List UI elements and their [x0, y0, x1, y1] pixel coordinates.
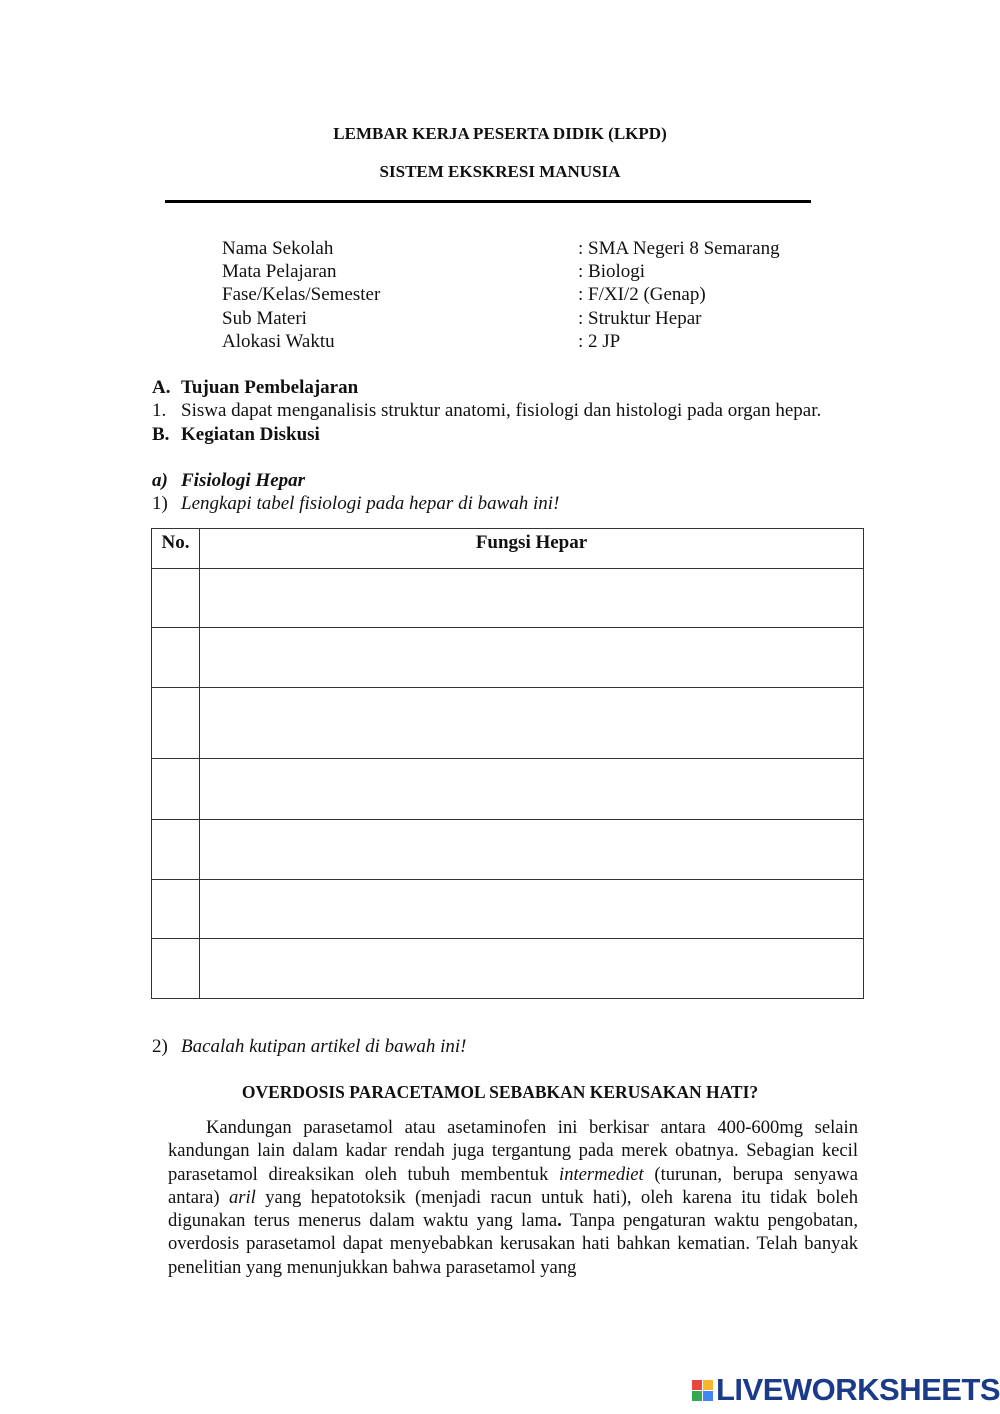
fungsi-answer-cell[interactable]	[200, 688, 864, 759]
article-title: OVERDOSIS PARACETAMOL SEBABKAN KERUSAKAN HATI?	[241, 1082, 759, 1102]
no-cell[interactable]	[152, 759, 200, 820]
liveworksheets-wordmark: LIVEWORKSHEETS	[716, 1372, 1000, 1407]
subsection-a-title: Fisiologi Hepar	[181, 470, 306, 491]
article-term-aril: aril	[228, 1186, 256, 1208]
objective-item	[0, 400, 1000, 424]
question-1-marker: 1)	[152, 493, 168, 514]
table-header-row	[152, 529, 864, 569]
liveworksheets-blocks-icon	[692, 1380, 713, 1401]
fungsi-answer-cell[interactable]	[200, 759, 864, 820]
logo-block	[692, 1391, 702, 1401]
table-row	[152, 880, 864, 939]
info-value: : Struktur Hepar	[578, 308, 702, 329]
section-a-title: Tujuan Pembelajaran	[181, 377, 359, 398]
logo-block	[703, 1380, 713, 1390]
table-row	[152, 569, 864, 628]
info-value: : Biologi	[578, 261, 646, 282]
info-value: : SMA Negeri 8 Semarang	[578, 238, 780, 259]
section-b-marker: B.	[152, 424, 170, 445]
fungsi-answer-cell[interactable]	[200, 628, 864, 688]
section-a-heading	[0, 377, 1000, 401]
section-b-title: Kegiatan Diskusi	[181, 424, 320, 445]
table-row	[152, 628, 864, 688]
no-cell[interactable]	[152, 628, 200, 688]
article-text-part: Tanpa pengaturan waktu pengobatan, overdosis parasetamol dapat menyebabkan kerusakan hati bahkan kematian. Telah banyak penelitian yang menunjukkan bahwa parasetamol yang	[168, 1210, 858, 1278]
col-no-header: No.	[152, 529, 200, 569]
article-text-part: Kandungan parasetamol atau asetaminofen ini berkisar antara 400-600mg selain kandungan lain dalam kadar rendah juga tergantung pada merek obatnya. Sebagian kecil parasetamol direaksikan oleh tubuh membentuk	[168, 1117, 858, 1185]
subsection-a-heading	[0, 470, 1000, 494]
header-divider	[165, 200, 811, 203]
question-1	[0, 493, 1000, 517]
info-row-class	[222, 284, 862, 308]
info-label: Fase/Kelas/Semester	[222, 284, 381, 305]
section-a-marker: A.	[152, 377, 171, 398]
question-2	[0, 1036, 1000, 1060]
fungsi-answer-cell[interactable]	[200, 939, 864, 999]
article-term-intermediet: intermediet	[559, 1163, 644, 1185]
info-label: Mata Pelajaran	[222, 261, 337, 282]
question-2-marker: 2)	[152, 1036, 168, 1057]
no-cell[interactable]	[152, 569, 200, 628]
no-cell[interactable]	[152, 688, 200, 759]
table-row	[152, 688, 864, 759]
fungsi-hepar-table	[151, 528, 864, 999]
objective-text: Siswa dapat menganalisis struktur anatomi, fisiologi dan histologi pada organ hepar.	[181, 400, 822, 421]
info-value: : F/XI/2 (Genap)	[578, 284, 706, 305]
article-text-part: yang hepatotoksik (menjadi racun untuk hati), oleh karena itu tidak boleh digunakan terus menerus dalam waktu yang lama	[168, 1186, 858, 1232]
article-paragraph	[168, 1116, 858, 1279]
logo-block	[692, 1380, 702, 1390]
info-row-submaterial	[222, 308, 862, 332]
fungsi-answer-cell[interactable]	[200, 569, 864, 628]
no-cell[interactable]	[152, 820, 200, 880]
liveworksheets-logo	[692, 1374, 1000, 1406]
info-row-school	[222, 238, 862, 262]
subsection-a-marker: a)	[152, 470, 168, 491]
fungsi-answer-cell[interactable]	[200, 880, 864, 939]
no-cell[interactable]	[152, 880, 200, 939]
logo-block	[703, 1391, 713, 1401]
info-row-time	[222, 331, 862, 355]
info-value: : 2 JP	[578, 331, 621, 352]
question-1-text: Lengkapi tabel fisiologi pada hepar di bawah ini!	[181, 493, 560, 514]
fungsi-answer-cell[interactable]	[200, 820, 864, 880]
no-cell[interactable]	[152, 939, 200, 999]
info-row-subject	[222, 261, 862, 285]
info-label: Alokasi Waktu	[222, 331, 335, 352]
col-fungsi-header: Fungsi Hepar	[200, 529, 864, 569]
article-bold-period: .	[557, 1210, 562, 1232]
article-text-part: (turunan, berupa senyawa antara)	[168, 1163, 858, 1208]
table-row	[152, 759, 864, 820]
document-subtitle: SISTEM EKSKRESI MANUSIA	[379, 162, 621, 181]
article-excerpt	[168, 1116, 858, 1279]
question-2-text: Bacalah kutipan artikel di bawah ini!	[181, 1036, 467, 1057]
document-title: LEMBAR KERJA PESERTA DIDIK (LKPD)	[333, 124, 667, 143]
info-label: Nama Sekolah	[222, 238, 334, 259]
objective-marker: 1.	[152, 400, 167, 421]
info-label: Sub Materi	[222, 308, 307, 329]
section-b-heading	[0, 424, 1000, 448]
table-row	[152, 820, 864, 880]
table-row	[152, 939, 864, 999]
